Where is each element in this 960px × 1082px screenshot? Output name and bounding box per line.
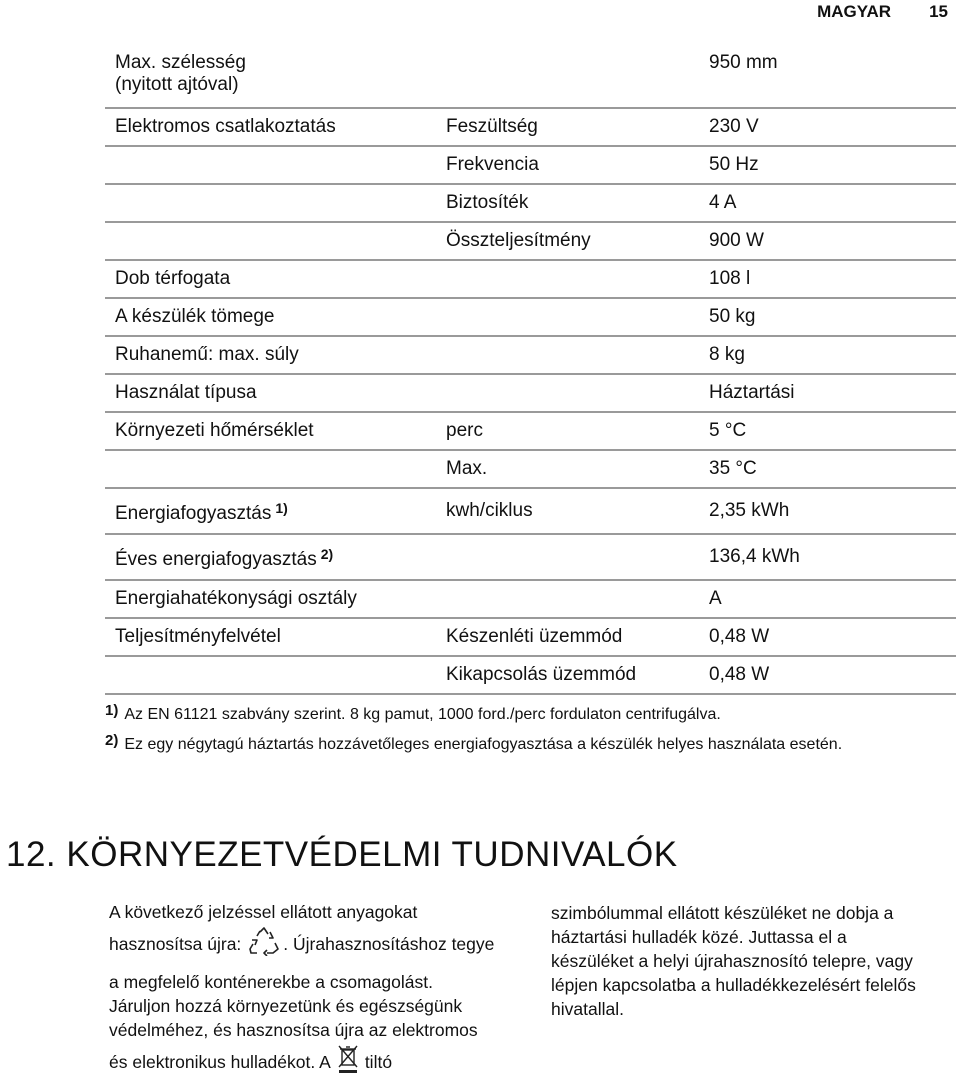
spec-value [697, 618, 956, 656]
text-fragment: és elektronikus hulladékot. A [109, 1052, 331, 1072]
cell-text: Elektromos csatlakoztatás [115, 116, 336, 137]
cell-text: kwh/ciklus [446, 500, 533, 521]
cell-text: Teljesítményfelvétel [115, 626, 281, 647]
spec-row [105, 412, 956, 450]
cell-text: Max. szélesség (nyitott ajtóval) [115, 52, 246, 95]
text-fragment: tiltó [364, 1052, 393, 1072]
spec-sublabel [440, 260, 697, 298]
spec-label [105, 44, 440, 108]
text-line-with-icon [109, 1042, 529, 1082]
cell-text: 2,35 kWh [709, 500, 790, 521]
spec-label [105, 260, 440, 298]
spec-value [697, 412, 956, 450]
footnote-number: 1) [105, 702, 119, 719]
cell-text: Éves energiafogyasztás [115, 549, 317, 570]
spec-row [105, 374, 956, 412]
spec-value [697, 450, 956, 488]
footnote-text: Az EN 61121 szabvány szerint. 8 kg pamut, 1000 ford./perc fordulaton centrifugálva. [124, 706, 721, 723]
text-line: szimbólummal ellátott készüléket ne dobja a [551, 903, 894, 923]
text-line: háztartási hulladék közé. Juttassa el a [551, 927, 847, 947]
footnote-2 [105, 727, 955, 757]
spec-label [105, 108, 440, 146]
spec-row [105, 336, 956, 374]
spec-sublabel [440, 656, 697, 694]
spec-row [105, 44, 956, 108]
text-line: lépjen kapcsolatba a hulladékkezelésért felelős [551, 975, 916, 995]
cell-text: A készülék tömege [115, 306, 275, 327]
spec-label [105, 146, 440, 184]
page-number: 15 [929, 2, 948, 21]
cell-text: 950 mm [709, 52, 778, 73]
section-title: 12. KÖRNYEZETVÉDELMI TUDNIVALÓK [6, 835, 678, 874]
cell-text: Összteljesítmény [446, 230, 591, 251]
spec-label [105, 488, 440, 534]
spec-value [697, 146, 956, 184]
footnote-ref: 2) [320, 546, 334, 562]
cell-text: 900 W [709, 230, 764, 251]
spec-sublabel [440, 488, 697, 534]
spec-label [105, 184, 440, 222]
technical-data-table [105, 44, 956, 695]
cell-text: Kikapcsolás üzemmód [446, 664, 637, 685]
spec-sublabel [440, 450, 697, 488]
spec-row [105, 298, 956, 336]
spec-row [105, 534, 956, 580]
spec-row [105, 618, 956, 656]
spec-value [697, 534, 956, 580]
footnote-ref: 1) [275, 500, 288, 516]
cell-text: Energiafogyasztás [115, 503, 272, 524]
spec-sublabel [440, 222, 697, 260]
cell-text: Frekvencia [446, 154, 539, 175]
spec-label [105, 222, 440, 260]
cell-text: Háztartási [709, 382, 795, 403]
cell-text: Használat típusa [115, 382, 257, 403]
text-line: készüléket a helyi újrahasznosító telepre, vagy [551, 951, 913, 971]
text-line-with-icon [109, 924, 529, 964]
spec-label [105, 298, 440, 336]
cell-text: Biztosíték [446, 192, 529, 213]
cell-text: Környezeti hőmérséklet [115, 420, 314, 441]
cell-text: Ruhanemű: max. súly [115, 344, 299, 365]
cell-text: 35 °C [709, 458, 757, 479]
cell-text: 50 Hz [709, 154, 759, 175]
text-line: hivatallal. [551, 999, 624, 1019]
text-fragment: hasznosítsa újra: [109, 934, 242, 954]
spec-value [697, 488, 956, 534]
spec-row [105, 146, 956, 184]
spec-label [105, 336, 440, 374]
cell-text: Dob térfogata [115, 268, 231, 289]
spec-label [105, 580, 440, 618]
spec-sublabel [440, 146, 697, 184]
cell-text: 4 A [709, 192, 737, 213]
spec-label [105, 450, 440, 488]
spec-sublabel [440, 44, 697, 108]
spec-row [105, 260, 956, 298]
spec-label [105, 656, 440, 694]
cell-text: Feszültség [446, 116, 538, 137]
spec-label [105, 374, 440, 412]
spec-sublabel [440, 298, 697, 336]
spec-label [105, 412, 440, 450]
spec-label [105, 618, 440, 656]
spec-value [697, 374, 956, 412]
spec-row [105, 184, 956, 222]
spec-sublabel [440, 184, 697, 222]
spec-row [105, 580, 956, 618]
spec-value [697, 44, 956, 108]
spec-sublabel [440, 374, 697, 412]
language-label: MAGYAR [817, 2, 892, 21]
text-line: Járuljon hozzá környezetünk és egészségünk [109, 996, 463, 1016]
cell-text: 0,48 W [709, 626, 770, 647]
environment-text-right [551, 901, 951, 1021]
text-line: a megfelelő konténerekbe a csomagolást. [109, 972, 433, 992]
spec-sublabel [440, 336, 697, 374]
cell-text: Max. [446, 458, 488, 479]
spec-value [697, 298, 956, 336]
environment-text-left [109, 900, 529, 1082]
spec-value [697, 260, 956, 298]
recycle-icon [249, 926, 279, 962]
footnote-text: Ez egy négytagú háztartás hozzávetőleges energiafogyasztása a készülék helyes használata esetén. [124, 736, 843, 753]
spec-row [105, 488, 956, 534]
spec-value [697, 656, 956, 694]
spec-value [697, 184, 956, 222]
cell-text: 0,48 W [709, 664, 770, 685]
spec-sublabel [440, 534, 697, 580]
text-line: A következő jelzéssel ellátott anyagokat [109, 902, 418, 922]
spec-sublabel [440, 108, 697, 146]
cell-text: 8 kg [709, 344, 745, 365]
spec-sublabel [440, 412, 697, 450]
cell-text: 108 l [709, 268, 751, 289]
spec-label [105, 534, 440, 580]
crossed-bin-icon [337, 1044, 359, 1080]
spec-value [697, 580, 956, 618]
cell-text: 5 °C [709, 420, 747, 441]
cell-text: 136,4 kWh [709, 546, 800, 567]
text-fragment: . Újrahasznosításhoz tegye [283, 934, 495, 954]
cell-text: perc [446, 420, 483, 441]
spec-row [105, 108, 956, 146]
spec-value [697, 336, 956, 374]
spec-row [105, 656, 956, 694]
cell-text: 50 kg [709, 306, 756, 327]
page-header [817, 2, 948, 22]
text-line: védelméhez, és hasznosítsa újra az elektromos [109, 1020, 478, 1040]
spec-sublabel [440, 618, 697, 656]
spec-value [697, 222, 956, 260]
spec-value [697, 108, 956, 146]
footnote-1 [105, 697, 955, 727]
footnote-number: 2) [105, 732, 119, 749]
cell-text: Energiahatékonysági osztály [115, 588, 357, 609]
spec-row [105, 450, 956, 488]
spec-row [105, 222, 956, 260]
footnotes [105, 697, 955, 757]
spec-sublabel [440, 580, 697, 618]
cell-text: 230 V [709, 116, 759, 137]
cell-text: A [709, 588, 722, 609]
cell-text: Készenléti üzemmód [446, 626, 623, 647]
